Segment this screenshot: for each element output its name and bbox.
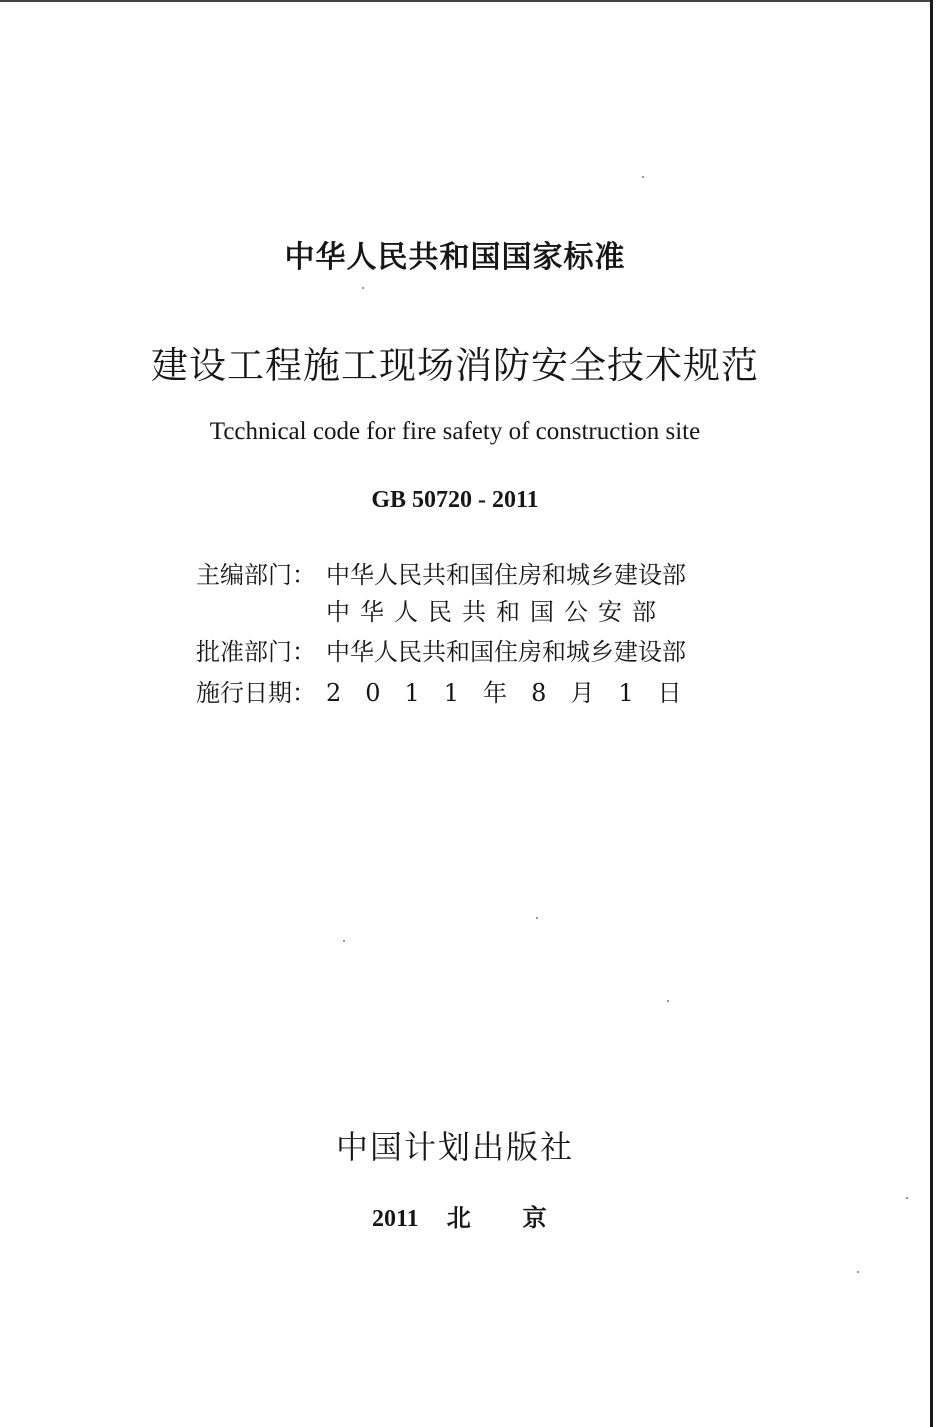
standard-code: GB 50720 - 2011 [371, 487, 539, 513]
standard-series: 中华人民共和国国家标准 [284, 240, 626, 275]
scan-speck [857, 1271, 859, 1273]
scan-speck [642, 176, 644, 178]
scan-speck [906, 1197, 908, 1199]
title-chinese: 建设工程施工现场消防安全技术规范 [151, 344, 759, 387]
chief-editor-org-2: 中华人民共和国公安部 [326, 598, 666, 626]
effective-date-value: 2011年8月1日 [326, 679, 706, 707]
chief-editor-org-1: 中华人民共和国住房和城乡建设部 [326, 561, 686, 589]
page-top-edge [0, 0, 933, 2]
title-english: Tcchnical code for fire safety of construction site [209, 418, 701, 445]
scan-speck [536, 917, 538, 919]
publication-place [372, 1198, 599, 1233]
chief-editor-label: 主编部门： [196, 561, 316, 589]
effective-date-label: 施行日期： [196, 679, 316, 707]
scan-speck [362, 287, 364, 289]
scan-speck [343, 940, 345, 942]
publication-year: 2011 [372, 1206, 419, 1232]
approval-org: 中华人民共和国住房和城乡建设部 [326, 638, 686, 666]
publication-city: 北京 [446, 1203, 599, 1232]
approval-label: 批准部门： [196, 638, 316, 666]
publisher: 中国计划出版社 [335, 1128, 574, 1166]
scan-speck [667, 1000, 669, 1002]
page-right-edge [930, 0, 933, 1427]
